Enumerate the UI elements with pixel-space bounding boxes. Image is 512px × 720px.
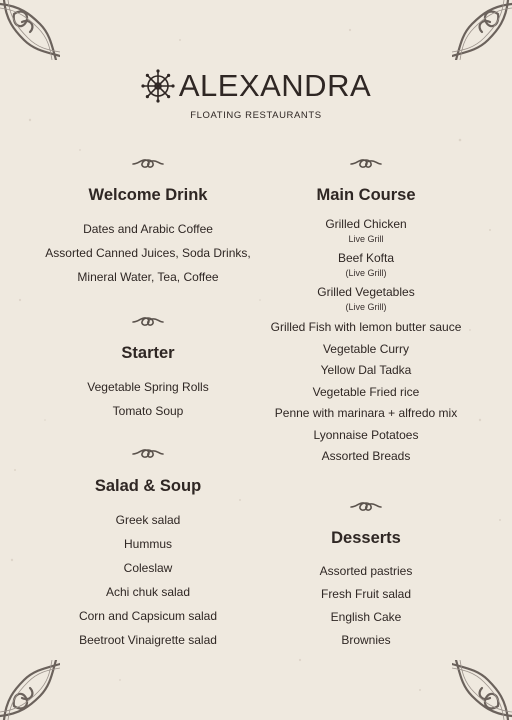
menu-item-note: (Live Grill) — [345, 268, 387, 278]
brand-name: ALEXANDRA — [178, 68, 372, 103]
menu-item: Corn and Capsicum salad — [78, 609, 218, 623]
menu-item: Grilled Vegetables — [317, 285, 415, 299]
rope-corner-icon — [0, 660, 60, 720]
section-title-desserts: Desserts — [331, 529, 401, 547]
menu-item: Grilled Chicken — [325, 217, 407, 231]
menu-item: Achi chuk salad — [105, 585, 191, 599]
rope-knot-icon — [349, 157, 383, 171]
section-title-starter: Starter — [121, 344, 175, 362]
section-title-salad: Salad & Soup — [94, 477, 202, 495]
menu-item: Beetroot Vinaigrette salad — [79, 633, 217, 647]
menu-item: Vegetable Curry — [322, 341, 410, 356]
menu-item-note: Live Grill — [348, 234, 384, 244]
rope-knot-icon — [131, 447, 165, 461]
welcome-section — [20, 186, 276, 289]
section-title-welcome: Welcome Drink — [88, 186, 208, 204]
menu-item: Yellow Dal Tadka — [320, 363, 412, 377]
menu-item-note: (Live Grill) — [345, 302, 387, 312]
rope-knot-icon — [131, 157, 165, 171]
brand-tagline: FLOATING RESTAURANTS — [190, 110, 322, 121]
menu-item-with-note — [250, 251, 482, 281]
rope-corner-icon — [0, 0, 60, 60]
ship-wheel-icon — [141, 69, 175, 103]
menu-item: Assorted Breads — [321, 449, 411, 463]
menu-item: Penne with marinara + alfredo mix — [274, 406, 458, 420]
menu-item-with-note — [250, 217, 482, 247]
rope-knot-icon — [131, 315, 165, 329]
menu-item: Vegetable Spring Rolls — [87, 380, 209, 394]
menu-item: Mineral Water, Tea, Coffee — [77, 270, 219, 284]
rope-knot-icon — [349, 500, 383, 514]
menu-item: Greek salad — [115, 513, 181, 527]
menu-item: Beef Kofta — [337, 251, 395, 265]
menu-item: Assorted Canned Juices, Soda Drinks, — [45, 246, 251, 260]
menu-item: Hummus — [123, 537, 172, 551]
menu-item: Assorted pastries — [319, 564, 413, 578]
main-course-section — [250, 186, 482, 468]
menu-item: Tomato Soup — [112, 404, 184, 418]
menu-item: Fresh Fruit salad — [320, 587, 412, 601]
menu-item: Dates and Arabic Coffee — [83, 222, 213, 236]
menu-item: Vegetable Fried rice — [312, 384, 420, 399]
menu-item: English Cake — [330, 610, 402, 624]
desserts-section — [250, 529, 482, 652]
starter-section — [20, 344, 276, 423]
salad-section — [20, 477, 276, 652]
menu-item: Grilled Fish with lemon butter sauce — [270, 320, 462, 334]
rope-corner-icon — [452, 660, 512, 720]
menu-item: Coleslaw — [123, 561, 173, 575]
menu-item: Brownies — [341, 633, 391, 647]
menu-item: Lyonnaise Potatoes — [313, 427, 419, 442]
menu-item-with-note — [250, 285, 482, 315]
rope-corner-icon — [452, 0, 512, 60]
brand-header — [0, 68, 512, 121]
section-title-main: Main Course — [316, 186, 416, 204]
